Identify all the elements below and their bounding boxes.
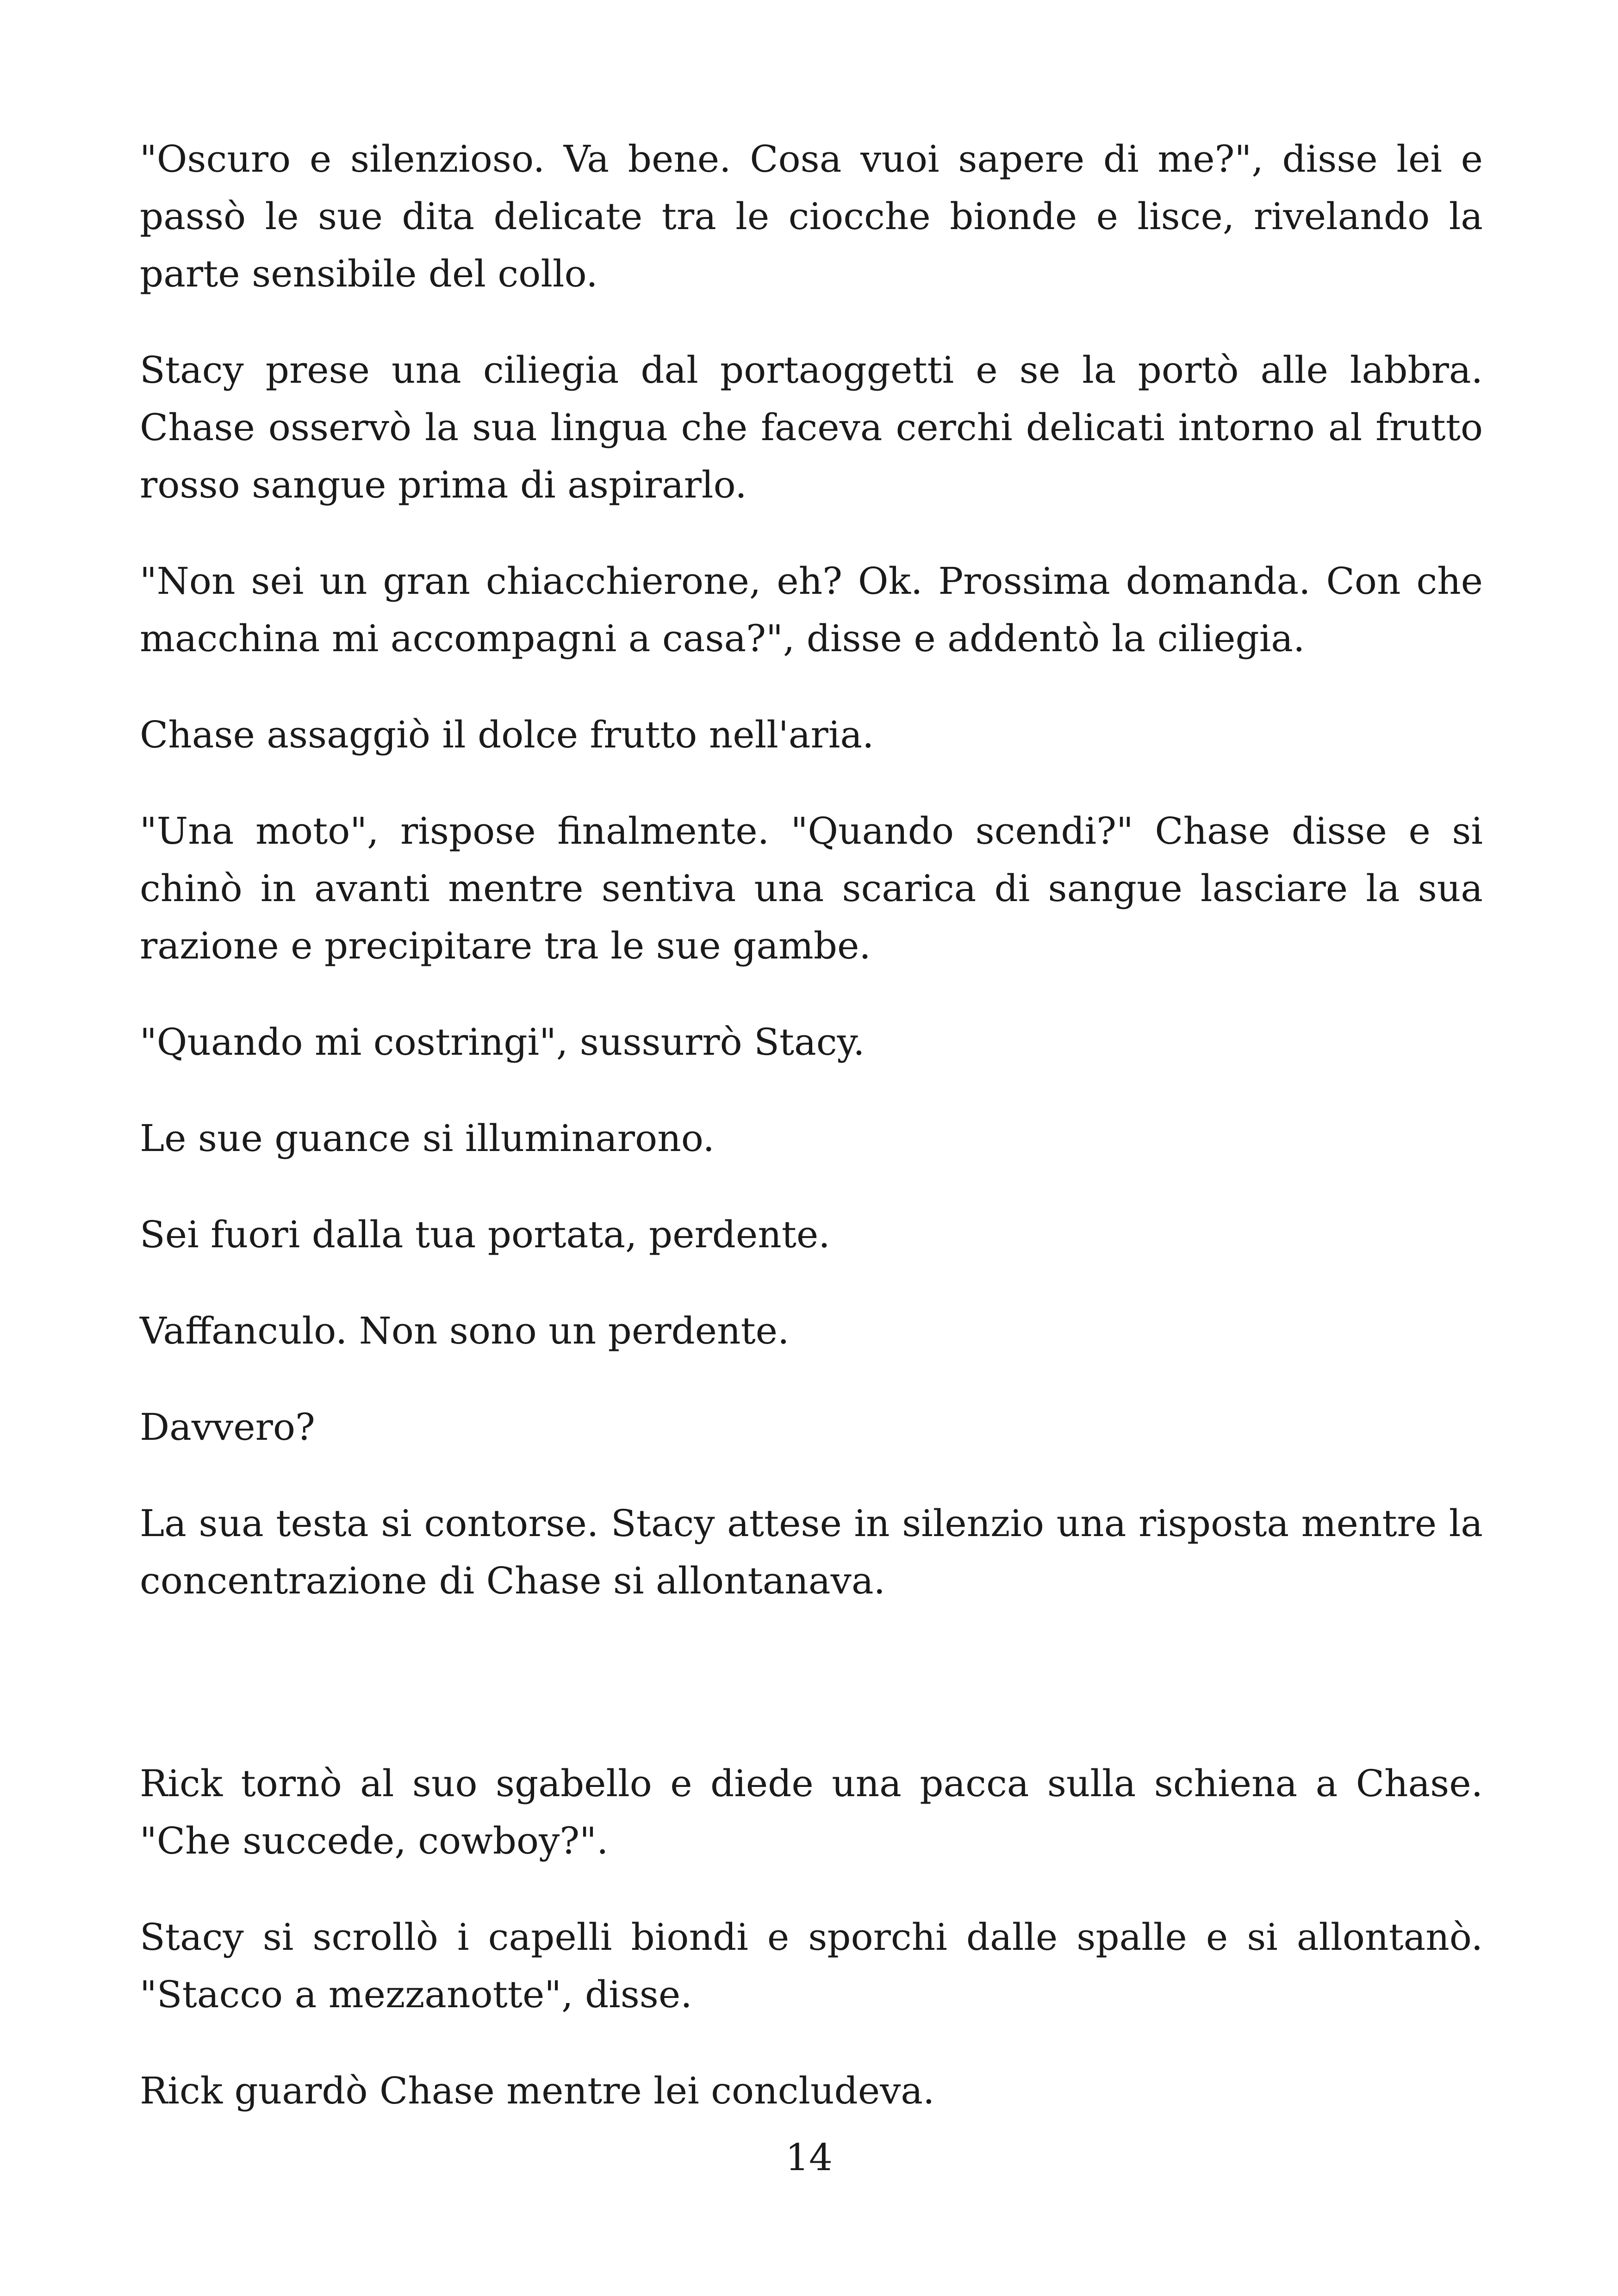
paragraph: Sei fuori dalla tua portata, perdente. [140,1213,830,1256]
paragraph: Stacy si scrollò i capelli biondi e sporchi dalle spalle e si allontanò. "Stacco a mezzanotte", disse. [140,1916,1483,2016]
paragraph: "Non sei un gran chiacchierone, eh? Ok. Prossima domanda. Con che macchina mi accompagni a casa?", disse e addentò la ciliegia. [140,560,1483,660]
paragraph: "Quando mi costringi", sussurrò Stacy. [140,1020,865,1064]
paragraph: La sua testa si contorse. Stacy attese in silenzio una risposta mentre la concentrazione di Chase si allontanava. [140,1502,1483,1602]
paragraph: Vaffanculo. Non sono un perdente. [140,1309,790,1352]
page-number: 14 [785,2136,833,2179]
paragraph: Rick guardò Chase mentre lei concludeva. [140,2069,935,2112]
paragraph: Davvero? [140,1406,315,1449]
scene-break [140,1649,1483,1755]
paragraph: Stacy prese una ciliegia dal portaoggetti e se la portò alle labbra. Chase osservò la sua lingua che faceva cerchi delicati intorno al frutto rosso sangue prima di aspirarlo. [140,348,1483,506]
paragraph: "Oscuro e silenzioso. Va bene. Cosa vuoi sapere di me?", disse lei e passò le sue dita delicate tra le ciocche bionde e lisce, rivelando la parte sensibile del collo. [140,137,1483,295]
paragraph: Le sue guance si illuminarono. [140,1117,715,1160]
paragraph: Chase assaggiò il dolce frutto nell'aria. [140,713,874,756]
body-text [140,131,1483,2159]
paragraph: Rick tornò al suo sgabello e diede una pacca sulla schiena a Chase. "Che succede, cowboy?". [140,1762,1483,1862]
paragraph: "Una moto", rispose finalmente. "Quando scendi?" Chase disse e si chinò in avanti mentre sentiva una scarica di sangue lasciare la sua razione e precipitare tra le sue gambe. [140,809,1483,967]
